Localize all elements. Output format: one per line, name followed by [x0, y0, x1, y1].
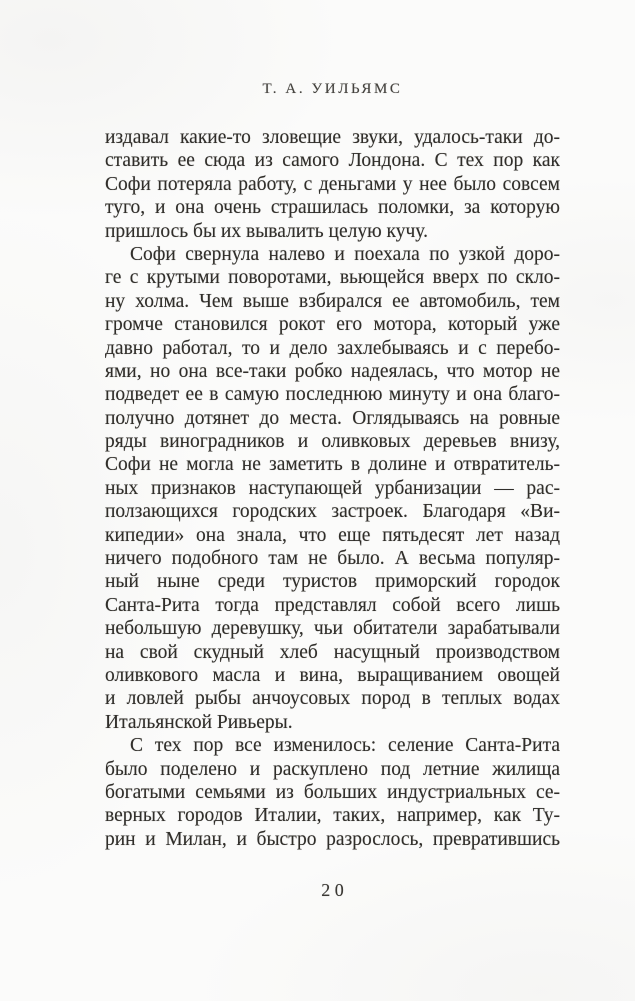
text-line: Софи потеряла работу, с деньгами у нее было совсем [105, 173, 560, 195]
text-line: небольшую деревушку, чьи обитатели зарабатывали [105, 618, 560, 640]
text-line: туго, и она очень страшилась поломки, за которую [105, 197, 560, 219]
text-line: пришлось бы их вывалить целую кучу. [105, 220, 428, 242]
text-line: ный ныне среди туристов приморский городок [105, 571, 560, 593]
text-line: подведет ее в самую последнюю минуту и она благо- [105, 384, 560, 406]
page-number: 20 [321, 880, 349, 900]
text-line: ну холма. Чем выше взбирался ее автомобиль, тем [105, 290, 560, 312]
text-line: Софи не могла не заметить в долине и отвратитель- [105, 454, 560, 476]
running-header-author: Т. А. УИЛЬЯМС [262, 81, 403, 97]
text-line: давно работал, то и дело захлебываясь и с перебо- [105, 337, 560, 359]
text-line: Итальянской Ривьеры. [105, 711, 293, 733]
text-line: ге с крутыми поворотами, вьющейся вверх по скло- [105, 267, 560, 289]
text-line: ряды виноградников и оливковых деревьев внизу, [105, 431, 560, 453]
text-line: оливкового масла и вина, выращиванием овощей [105, 664, 560, 686]
text-line: кипедии» она знала, что еще пятьдесят лет назад [105, 524, 560, 546]
text-line: ями, но она все-таки робко надеялась, что мотор не [105, 360, 560, 382]
text-line: на свой скудный хлеб насущный производством [105, 641, 560, 663]
body-text [105, 126, 560, 851]
text-line: Санта-Рита тогда представлял собой всего лишь [105, 594, 560, 616]
text-line: рин и Милан, и быстро разрослось, превратившись [105, 828, 560, 850]
text-line: ползающихся городских застроек. Благодаря «Ви- [105, 501, 560, 523]
text-line: было поделено и раскуплено под летние жилища [105, 758, 560, 780]
text-line: издавал какие-то зловещие звуки, удалось-таки до- [105, 127, 560, 148]
text-line: богатыми семьями из больших индустриальных се- [105, 781, 560, 803]
text-line: и ловлей рыбы анчоусовых пород в теплых водах [105, 688, 560, 710]
text-line: верных городов Италии, таких, например, как Ту- [105, 805, 560, 827]
text-line: громче становился рокот его мотора, который уже [105, 314, 560, 336]
text-line: Софи свернула налево и поехала по узкой доро- [130, 243, 560, 265]
text-line: ставить ее сюда из самого Лондона. С тех пор как [105, 150, 560, 172]
text-line: ничего подобного там не было. А весьма популяр- [105, 548, 560, 570]
text-line: получно дотянет до места. Оглядываясь на ровные [105, 407, 560, 429]
text-line: ных признаков наступающей урбанизации — рас- [105, 477, 560, 499]
text-line: С тех пор все изменилось: селение Санта-Рита [130, 735, 560, 757]
